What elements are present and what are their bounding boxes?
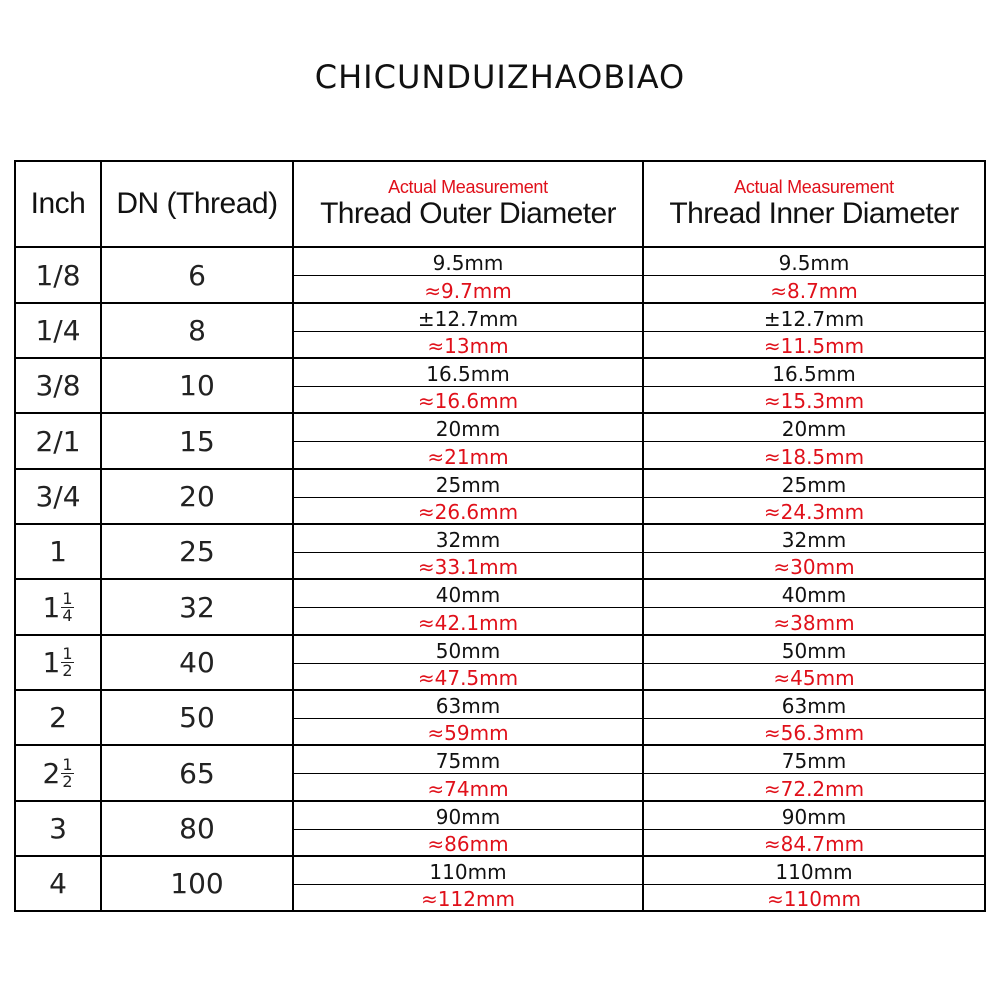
inner-nominal-value: 40mm (644, 580, 984, 608)
table-row (15, 690, 985, 745)
measurement-split (644, 470, 984, 523)
measurement-split (294, 802, 642, 855)
inner-actual-value: ≈84.7mm (763, 832, 865, 856)
size-chart-table (14, 160, 986, 912)
mixed-fraction (42, 588, 73, 625)
dn-cell: 25 (101, 524, 293, 579)
header-dn: DN (Thread) (101, 161, 293, 247)
inner-diameter-cell (643, 690, 985, 745)
measurement-split (644, 691, 984, 744)
outer-diameter-cell (293, 745, 643, 801)
table-row (15, 303, 985, 358)
inner-actual-value: ≈8.7mm (770, 279, 858, 303)
inch-cell: 1 (15, 524, 101, 579)
header-outer-main: Thread Outer Diameter (320, 197, 616, 230)
inner-diameter-cell (643, 303, 985, 358)
table-row (15, 635, 985, 690)
outer-nominal-value: 90mm (294, 802, 642, 830)
outer-nominal-value: 32mm (294, 525, 642, 553)
table-row (15, 745, 985, 801)
inner-diameter-cell (643, 358, 985, 413)
fraction-numerator: 1 (62, 588, 73, 608)
fraction-whole: 2 (42, 756, 61, 790)
inner-actual-value: ≈72.2mm (763, 777, 865, 801)
dn-cell: 32 (101, 579, 293, 635)
inner-diameter-cell (643, 856, 985, 911)
inch-cell (15, 635, 101, 690)
inner-nominal-value: 20mm (644, 414, 984, 442)
dn-cell: 6 (101, 247, 293, 303)
header-outer-sub: Actual Measurement (388, 177, 548, 197)
outer-diameter-cell (293, 801, 643, 856)
table-row (15, 524, 985, 579)
table-row (15, 413, 985, 469)
outer-actual-value: ≈9.7mm (424, 279, 512, 303)
table-row (15, 358, 985, 413)
dn-cell: 80 (101, 801, 293, 856)
outer-actual-value: ≈21mm (427, 445, 509, 469)
fraction-stack (61, 588, 73, 625)
inner-actual-value: ≈56.3mm (763, 721, 865, 745)
measurement-split (294, 525, 642, 578)
header-inner-diameter (643, 161, 985, 247)
dn-cell: 8 (101, 303, 293, 358)
inch-cell (15, 579, 101, 635)
measurement-split (644, 248, 984, 302)
measurement-split (644, 525, 984, 578)
measurement-split (644, 359, 984, 412)
inner-actual-value: ≈11.5mm (763, 334, 865, 358)
outer-actual-value: ≈74mm (427, 777, 509, 801)
inner-actual-value: ≈30mm (773, 555, 855, 579)
header-row (15, 161, 985, 247)
dn-cell: 100 (101, 856, 293, 911)
outer-actual-value: ≈112mm (421, 887, 515, 911)
measurement-split (294, 857, 642, 910)
fraction-numerator: 1 (62, 644, 73, 663)
header-inch: Inch (15, 161, 101, 247)
inch-cell (15, 745, 101, 801)
fraction-numerator: 1 (62, 754, 73, 774)
table-row (15, 579, 985, 635)
outer-diameter-cell (293, 690, 643, 745)
inner-nominal-value: 90mm (644, 802, 984, 830)
outer-nominal-value: 75mm (294, 746, 642, 774)
measurement-split (644, 580, 984, 634)
measurement-split (294, 580, 642, 634)
outer-actual-value: ≈47.5mm (417, 666, 519, 690)
measurement-split (644, 746, 984, 800)
inch-cell: 3/8 (15, 358, 101, 413)
measurement-split (294, 691, 642, 744)
table-body (15, 247, 985, 911)
outer-nominal-value: 9.5mm (294, 248, 642, 276)
measurement-split (644, 414, 984, 468)
dn-cell: 15 (101, 413, 293, 469)
inner-actual-value: ≈110mm (767, 887, 861, 911)
dn-cell: 40 (101, 635, 293, 690)
outer-actual-value: ≈26.6mm (417, 500, 519, 524)
outer-actual-value: ≈42.1mm (417, 611, 519, 635)
outer-diameter-cell (293, 303, 643, 358)
inch-cell: 1/8 (15, 247, 101, 303)
measurement-split (644, 636, 984, 689)
inner-diameter-cell (643, 801, 985, 856)
table-row (15, 469, 985, 524)
inch-cell: 3/4 (15, 469, 101, 524)
measurement-split (294, 746, 642, 800)
measurement-split (644, 802, 984, 855)
inner-nominal-value: 25mm (644, 470, 984, 498)
measurement-split (644, 304, 984, 357)
outer-diameter-cell (293, 856, 643, 911)
header-outer-diameter (293, 161, 643, 247)
measurement-split (294, 636, 642, 689)
fraction-whole: 1 (42, 590, 61, 624)
outer-nominal-value: 50mm (294, 636, 642, 664)
measurement-split (294, 470, 642, 523)
measurement-split (294, 248, 642, 302)
measurement-split (294, 414, 642, 468)
inner-diameter-cell (643, 579, 985, 635)
outer-nominal-value: 110mm (294, 857, 642, 885)
measurement-split (644, 857, 984, 910)
outer-nominal-value: 20mm (294, 414, 642, 442)
header-inner-main: Thread Inner Diameter (669, 197, 959, 230)
table-row (15, 801, 985, 856)
inner-nominal-value: ±12.7mm (644, 304, 984, 332)
inner-diameter-cell (643, 745, 985, 801)
outer-nominal-value: ±12.7mm (294, 304, 642, 332)
inch-cell: 4 (15, 856, 101, 911)
inch-cell: 2 (15, 690, 101, 745)
outer-actual-value: ≈59mm (427, 721, 509, 745)
fraction-denominator: 2 (62, 661, 73, 680)
inner-actual-value: ≈45mm (773, 666, 855, 690)
dn-cell: 20 (101, 469, 293, 524)
outer-diameter-cell (293, 469, 643, 524)
inch-cell: 3 (15, 801, 101, 856)
table-row (15, 247, 985, 303)
outer-actual-value: ≈13mm (427, 334, 509, 358)
inner-nominal-value: 63mm (644, 691, 984, 719)
inner-nominal-value: 75mm (644, 746, 984, 774)
dn-cell: 65 (101, 745, 293, 801)
inner-nominal-value: 9.5mm (644, 248, 984, 276)
outer-nominal-value: 40mm (294, 580, 642, 608)
mixed-fraction (42, 646, 73, 679)
outer-diameter-cell (293, 358, 643, 413)
measurement-split (294, 304, 642, 357)
outer-diameter-cell (293, 247, 643, 303)
outer-diameter-cell (293, 635, 643, 690)
outer-diameter-cell (293, 413, 643, 469)
inner-actual-value: ≈15.3mm (763, 389, 865, 413)
outer-diameter-cell (293, 524, 643, 579)
inch-cell: 2/1 (15, 413, 101, 469)
dn-cell: 10 (101, 358, 293, 413)
inner-actual-value: ≈24.3mm (763, 500, 865, 524)
fraction-stack (61, 646, 73, 679)
inner-nominal-value: 110mm (644, 857, 984, 885)
page-title: CHICUNDUIZHAOBIAO (314, 58, 686, 96)
inner-nominal-value: 50mm (644, 636, 984, 664)
inner-actual-value: ≈38mm (773, 611, 855, 635)
fraction-denominator: 4 (62, 605, 73, 625)
fraction-denominator: 2 (62, 771, 73, 791)
fraction-stack (61, 754, 73, 791)
dn-cell: 50 (101, 690, 293, 745)
inner-diameter-cell (643, 635, 985, 690)
inner-diameter-cell (643, 469, 985, 524)
inch-cell: 1/4 (15, 303, 101, 358)
outer-nominal-value: 25mm (294, 470, 642, 498)
header-inner-sub: Actual Measurement (734, 177, 894, 197)
outer-actual-value: ≈33.1mm (417, 555, 519, 579)
inner-nominal-value: 16.5mm (644, 359, 984, 387)
inner-diameter-cell (643, 413, 985, 469)
outer-diameter-cell (293, 579, 643, 635)
table-row (15, 856, 985, 911)
outer-actual-value: ≈86mm (427, 832, 509, 856)
inner-diameter-cell (643, 524, 985, 579)
fraction-whole: 1 (42, 646, 61, 679)
inner-actual-value: ≈18.5mm (763, 445, 865, 469)
inner-diameter-cell (643, 247, 985, 303)
outer-actual-value: ≈16.6mm (417, 389, 519, 413)
outer-nominal-value: 63mm (294, 691, 642, 719)
mixed-fraction (42, 754, 73, 791)
measurement-split (294, 359, 642, 412)
inner-nominal-value: 32mm (644, 525, 984, 553)
outer-nominal-value: 16.5mm (294, 359, 642, 387)
